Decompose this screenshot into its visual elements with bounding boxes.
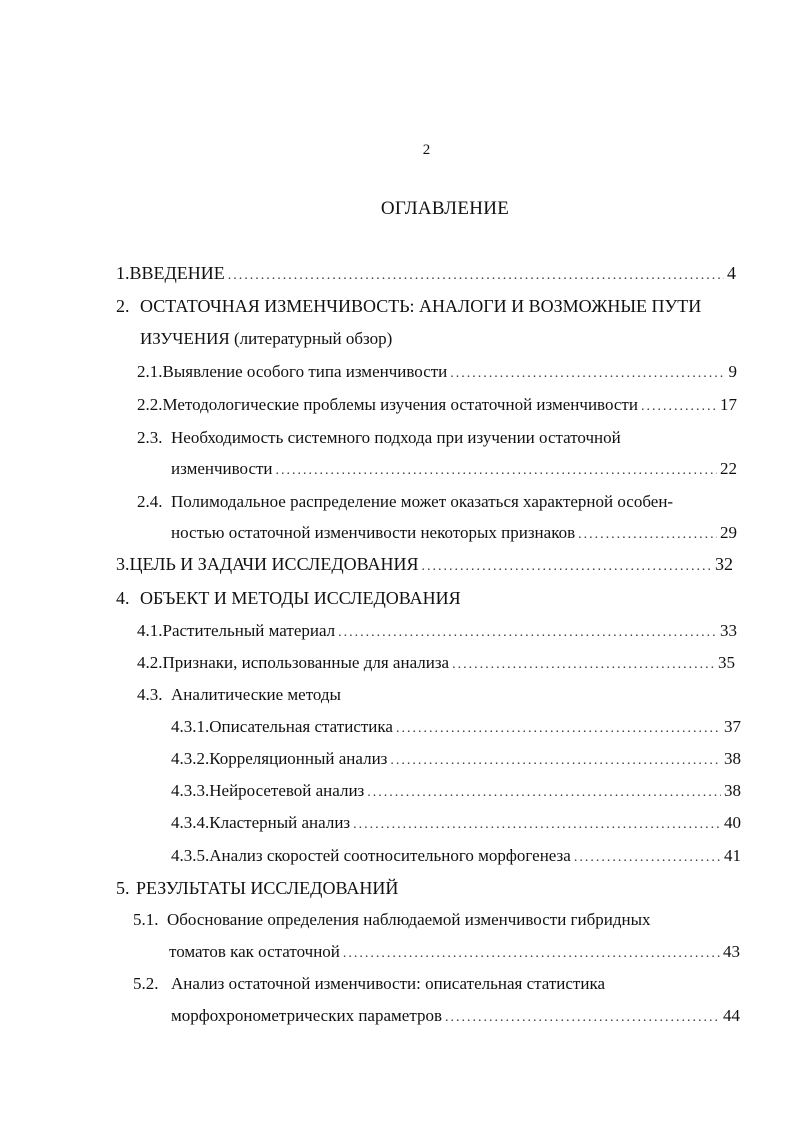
toc-entry-2-4[interactable] (137, 491, 737, 513)
entry-number: 2.4. (137, 492, 163, 511)
entry-label-continuation: ностью остаточной изменчивости некоторых признаков (171, 523, 576, 542)
dot-leader (353, 814, 721, 836)
entry-number: 2.3. (137, 428, 163, 447)
entry-label: Обоснование определения наблюдаемой изменчивости гибридных (167, 910, 651, 929)
entry-page: 4 (727, 263, 736, 283)
entry-label: ВВЕДЕНИЕ (129, 263, 225, 283)
entry-label: Полимодальное распределение может оказаться характерной особен- (171, 492, 674, 511)
entry-number: 2. (116, 296, 130, 316)
entry-number: 4.2. (137, 653, 163, 672)
page-number: 2 (422, 142, 431, 158)
toc-entry-3[interactable] (116, 553, 733, 578)
entry-number: 2.2. (137, 395, 163, 414)
entry-number: 3. (116, 554, 130, 574)
entry-page: 29 (720, 523, 737, 542)
toc-entry-1[interactable] (116, 262, 736, 287)
dot-leader (228, 265, 724, 287)
entry-label: ОБЪЕКТ И МЕТОДЫ ИССЛЕДОВАНИЯ (140, 588, 461, 608)
dot-leader (450, 363, 725, 385)
toc-entry-4-3-5[interactable] (171, 845, 741, 869)
dot-leader (578, 524, 717, 546)
dot-leader (452, 654, 715, 676)
entry-label-continuation: изменчивости (171, 459, 273, 478)
entry-page: 33 (720, 621, 737, 640)
entry-label: Анализ остаточной изменчивости: описательная статистика (171, 974, 605, 993)
toc-entry-5-1[interactable] (133, 909, 738, 931)
entry-number: 5.2. (133, 974, 159, 993)
entry-label-continuation: ИЗУЧЕНИЯ (литературный обзор) (140, 329, 393, 348)
dot-leader (276, 460, 717, 482)
entry-label: Анализ скоростей соотносительного морфогенеза (209, 846, 571, 865)
dot-leader (367, 782, 721, 804)
entry-number: 4.3.3. (171, 781, 210, 800)
entry-number: 5. (116, 878, 130, 898)
entry-page: 44 (723, 1006, 740, 1025)
entry-label: Кластерный анализ (209, 813, 351, 832)
entry-label: Необходимость системного подхода при изучении остаточной (171, 428, 621, 447)
dot-leader (421, 556, 712, 578)
entry-number: 4. (116, 588, 130, 608)
toc-entry-4-3-1[interactable] (171, 716, 741, 740)
toc-entry-2-3[interactable] (137, 427, 737, 449)
entry-number: 4.3.5. (171, 846, 210, 865)
entry-page: 41 (724, 846, 741, 865)
toc-entry-5-2-continuation (171, 1005, 740, 1029)
toc-entry-4-1[interactable] (137, 620, 737, 644)
entry-page: 17 (720, 395, 737, 414)
entry-label: РЕЗУЛЬТАТЫ ИССЛЕДОВАНИЙ (136, 878, 399, 898)
entry-label: Корреляционный анализ (209, 749, 388, 768)
toc-entry-5-2[interactable] (133, 973, 738, 995)
entry-label-continuation: морфохронометрических параметров (171, 1006, 442, 1025)
entry-label: Нейросетевой анализ (209, 781, 365, 800)
toc-entry-4-3-3[interactable] (171, 780, 741, 804)
entry-page: 9 (728, 362, 737, 381)
toc-entry-4-2[interactable] (137, 652, 735, 676)
dot-leader (445, 1007, 720, 1029)
entry-label: Признаки, использованные для анализа (162, 653, 450, 672)
entry-number: 4.3. (137, 685, 163, 704)
entry-page: 38 (724, 749, 741, 768)
toc-entry-4-3-4[interactable] (171, 812, 741, 836)
toc-entry-4[interactable] (116, 587, 736, 609)
toc-title: ОГЛАВЛЕНИЕ (380, 198, 510, 219)
entry-number: 5.1. (133, 910, 159, 929)
dot-leader (390, 750, 721, 772)
dot-leader (343, 943, 720, 965)
entry-number: 4.3.1. (171, 717, 210, 736)
toc-entry-2-4-continuation (171, 522, 737, 546)
toc-entry-4-3-2[interactable] (171, 748, 741, 772)
toc-entry-4-3[interactable] (137, 684, 737, 706)
entry-label: ЦЕЛЬ И ЗАДАЧИ ИССЛЕДОВАНИЯ (129, 554, 419, 574)
entry-number: 4.1. (137, 621, 163, 640)
entry-label: ОСТАТОЧНАЯ ИЗМЕНЧИВОСТЬ: АНАЛОГИ И ВОЗМОЖНЫЕ ПУТИ (140, 296, 702, 316)
dot-leader (641, 396, 717, 418)
entry-page: 32 (715, 554, 733, 574)
entry-page: 38 (724, 781, 741, 800)
dot-leader (574, 847, 721, 869)
dot-leader (338, 622, 717, 644)
entry-number: 4.3.4. (171, 813, 210, 832)
toc-entry-2-1[interactable] (137, 361, 737, 385)
toc-entry-2-3-continuation (171, 458, 737, 482)
entry-page: 35 (718, 653, 735, 672)
toc-entry-2-2[interactable] (137, 394, 737, 418)
entry-number: 2.1. (137, 362, 163, 381)
toc-entry-2-continuation (140, 328, 736, 350)
entry-label-continuation: томатов как остаточной (169, 942, 340, 961)
entry-number: 1. (116, 263, 130, 283)
entry-label: Аналитические методы (171, 685, 341, 704)
entry-number: 4.3.2. (171, 749, 210, 768)
entry-page: 22 (720, 459, 737, 478)
toc-entry-5[interactable] (116, 877, 736, 899)
entry-label: Методологические проблемы изучения остаточной изменчивости (162, 395, 638, 414)
dot-leader (396, 718, 721, 740)
entry-label: Описательная статистика (209, 717, 393, 736)
entry-page: 40 (724, 813, 741, 832)
toc-entry-5-1-continuation (169, 941, 740, 965)
toc-entry-2[interactable] (116, 295, 736, 317)
entry-page: 43 (723, 942, 740, 961)
entry-label: Растительный материал (162, 621, 336, 640)
entry-label: Выявление особого типа изменчивости (162, 362, 448, 381)
entry-page: 37 (724, 717, 741, 736)
